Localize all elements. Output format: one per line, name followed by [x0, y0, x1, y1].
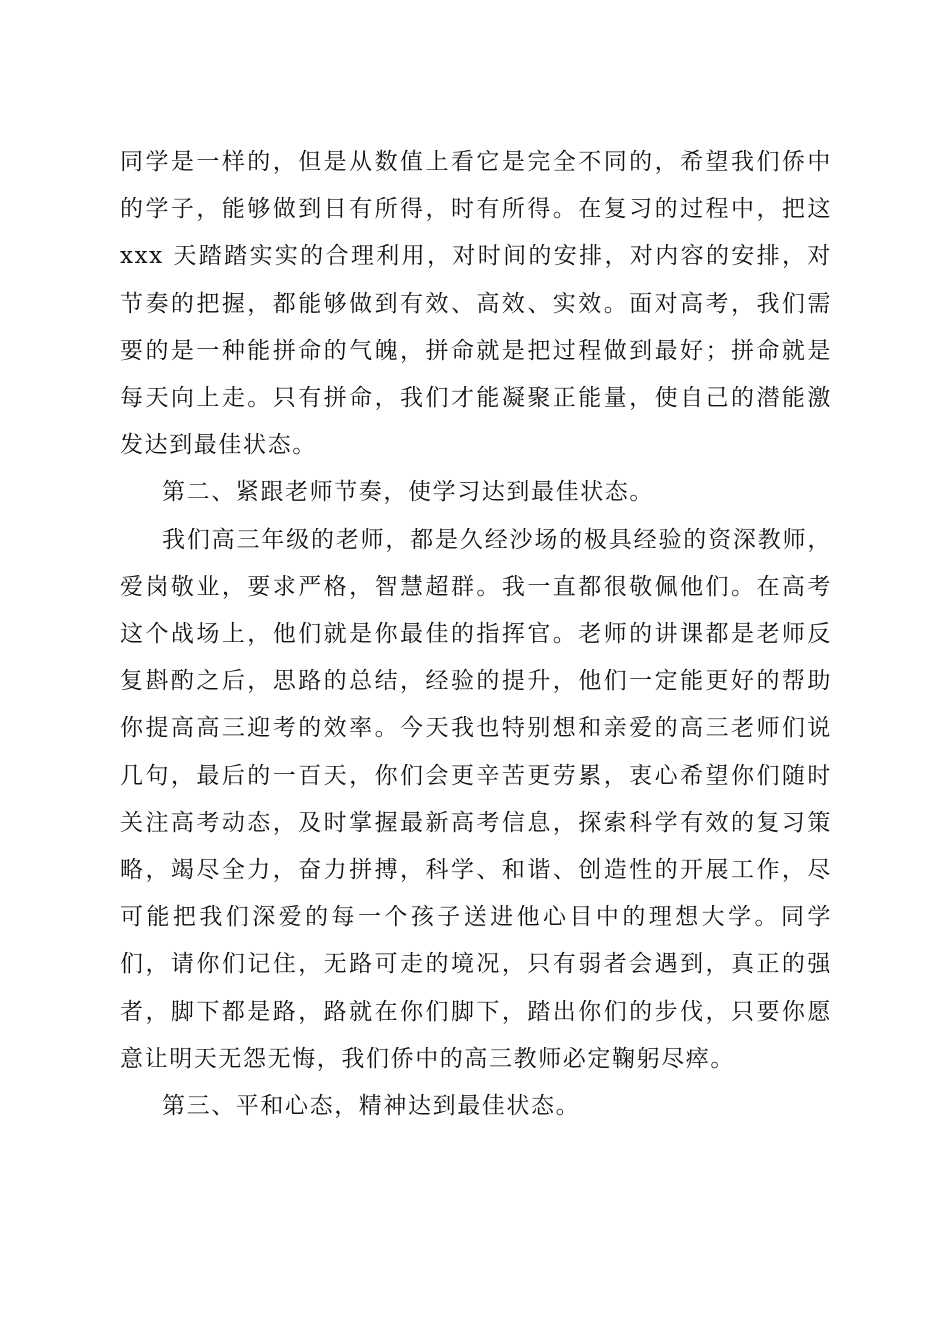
body-paragraph-teachers: 我们高三年级的老师，都是久经沙场的极具经验的资深教师，爱岗敬业，要求严格，智慧超群。我一直都很敬佩他们。在高考这个战场上，他们就是你最佳的指挥官。老师的讲课都是老师反复斟酌之后，思路的总结，经验的提升，他们一定能更好的帮助你提高高三迎考的效率。今天我也特别想和亲爱的高三老师们说几句，最后的一百天，你们会更辛苦更劳累，衷心希望你们随时关注高考动态，及时掌握最新高考信息，探索科学有效的复习策略，竭尽全力，奋力拼搏，科学、和谐、创造性的开展工作，尽可能把我们深爱的每一个孩子送进他心目中的理想大学。同学们，请你们记住，无路可走的境况，只有弱者会遇到，真正的强者，脚下都是路，路就在你们脚下，踏出你们的步伐，只要你愿意让明天无怨无悔，我们侨中的高三教师必定鞠躬尽瘁。: [120, 526, 832, 1072]
section-heading-second: 第二、紧跟老师节奏，使学习达到最佳状态。: [162, 479, 654, 506]
body-paragraph-continued: 同学是一样的，但是从数值上看它是完全不同的，希望我们侨中的学子，能够做到日有所得，时有所得。在复习的过程中，把这 xxx 天踏踏实实的合理利用，对时间的安排，对内容的安排，对节奏的把握，都能够做到有效、高效、实效。面对高考，我们需要的是一种能拼命的气魄，拼命就是把过程做到最好；拼命就是每天向上走。只有拼命，我们才能凝聚正能量，使自己的潜能激发达到最佳状态。: [120, 149, 832, 459]
document-body: [120, 139, 832, 1130]
section-heading-third: 第三、平和心态，精神达到最佳状态。: [162, 1093, 581, 1120]
